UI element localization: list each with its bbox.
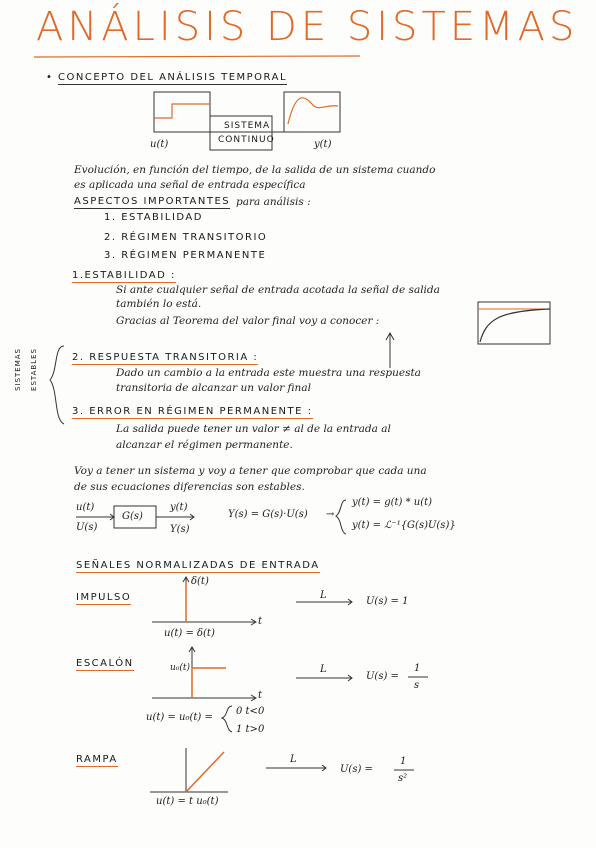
tf-block: G(s) xyxy=(122,511,143,522)
step-result-num: 1 xyxy=(414,663,421,674)
impulse-result: U(s) = 1 xyxy=(366,596,409,607)
step-case-2: 1 t>0 xyxy=(236,724,265,735)
impulse-def: u(t) = δ(t) xyxy=(164,628,215,639)
step-name: ESCALÓN xyxy=(76,658,134,669)
impulse-name: IMPULSO xyxy=(76,592,132,603)
tf-equation: Y(s) = G(s)·U(s) xyxy=(228,509,308,520)
ramp-result-num: 1 xyxy=(400,756,407,767)
stability-heading: 1.ESTABILIDAD : xyxy=(72,270,176,281)
impulse-axis-x: t xyxy=(258,616,263,627)
aspect-item-2: 2. RÉGIMEN TRANSITORIO xyxy=(104,232,268,243)
step-case-1: 0 t<0 xyxy=(236,706,265,717)
ramp-result-lhs: U(s) = xyxy=(340,764,373,775)
impulse-laplace-L: L xyxy=(320,590,327,601)
steady-line-2: alcanzar el régimen permanente. xyxy=(116,439,293,451)
transient-line-2: transitoria de alcanzar un valor final xyxy=(116,382,311,394)
tf-case-2: y(t) = ℒ⁻¹{G(s)U(s)} xyxy=(352,520,456,531)
step-axis-x: t xyxy=(258,690,263,701)
bullet-dot: • xyxy=(46,72,54,83)
signals-heading: SEÑALES NORMALIZADAS DE ENTRADA xyxy=(76,560,320,571)
aspects-heading-tail: para análisis : xyxy=(236,196,311,208)
step-axis-y: u₀(t) xyxy=(170,663,191,673)
aspect-item-1: 1. ESTABILIDAD xyxy=(104,212,203,223)
step-result-den: s xyxy=(414,680,420,691)
step-result-lhs: U(s) = xyxy=(366,671,399,682)
tf-input-t: u(t) xyxy=(76,502,95,513)
note-line-2: de sus ecuaciones diferencias son estables. xyxy=(74,481,305,493)
section-heading-concepto: CONCEPTO DEL ANÁLISIS TEMPORAL xyxy=(58,72,288,83)
impulse-axis-y: δ(t) xyxy=(191,576,209,587)
tf-arrow: → xyxy=(326,509,335,520)
ramp-name: RAMPA xyxy=(76,754,118,765)
block-label-continuo: CONTINUO xyxy=(218,135,275,145)
transient-heading: 2. RESPUESTA TRANSITORIA : xyxy=(72,352,259,363)
definition-line-2: es aplicada una señal de entrada específica xyxy=(74,179,306,191)
stability-line-3: Gracias al Teorema del valor final voy a conocer : xyxy=(116,315,380,327)
steady-line-1: La salida puede tener un valor ≠ al de la entrada al xyxy=(116,423,391,435)
side-label-sistemas: SISTEMAS xyxy=(14,348,22,391)
stability-line-1: Si ante cualquier señal de entrada acotada la señal de salida xyxy=(116,284,440,296)
steady-heading: 3. ERROR EN RÉGIMEN PERMANENTE : xyxy=(72,406,313,417)
aspect-item-3: 3. RÉGIMEN PERMANENTE xyxy=(104,250,267,261)
step-def: u(t) = u₀(t) = xyxy=(146,712,213,723)
aspects-heading: ASPECTOS IMPORTANTES xyxy=(74,196,231,207)
tf-input-s: U(s) xyxy=(76,522,98,533)
transient-line-1: Dado un cambio a la entrada este muestra una respuesta xyxy=(116,367,421,379)
tf-output-t: y(t) xyxy=(170,502,188,513)
definition-line-1: Evolución, en función del tiempo, de la salida de un sistema cuando xyxy=(74,164,436,176)
side-label-estables: ESTABLES xyxy=(30,348,38,391)
block-label-sistema: SISTEMA xyxy=(224,121,271,131)
page-title: ANÁLISIS DE SISTEMAS xyxy=(36,4,579,50)
ramp-def: u(t) = t u₀(t) xyxy=(156,796,219,807)
stability-line-2: también lo está. xyxy=(116,298,202,310)
step-laplace-L: L xyxy=(320,664,327,675)
ramp-laplace-L: L xyxy=(290,754,297,765)
tf-output-s: Y(s) xyxy=(170,524,190,535)
input-label: u(t) xyxy=(150,139,169,150)
tf-case-1: y(t) = g(t) * u(t) xyxy=(352,497,433,508)
note-line-1: Voy a tener un sistema y voy a tener que comprobar que cada una xyxy=(74,465,427,477)
output-label: y(t) xyxy=(314,139,332,150)
ramp-result-den: s² xyxy=(398,773,408,784)
